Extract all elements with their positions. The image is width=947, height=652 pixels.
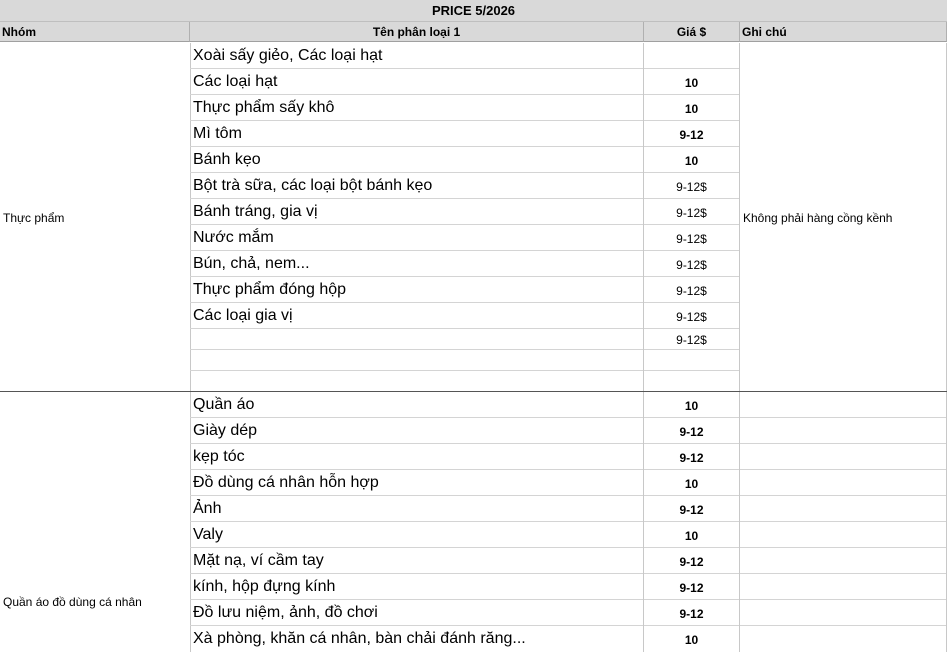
- item-price[interactable]: 10: [684, 477, 699, 491]
- item-price[interactable]: 9-12: [679, 503, 704, 517]
- item-name[interactable]: kính, hộp đựng kính: [193, 578, 336, 595]
- item-name[interactable]: Giày dép: [193, 422, 258, 439]
- item-price[interactable]: [644, 350, 739, 371]
- item-price[interactable]: 9-12: [679, 555, 704, 569]
- item-name[interactable]: kẹp tóc: [193, 448, 245, 465]
- sheet-title[interactable]: PRICE 5/2026: [0, 0, 947, 22]
- item-price[interactable]: [644, 43, 739, 69]
- row-line: [740, 417, 946, 418]
- item-name[interactable]: Đồ dùng cá nhân hỗn hợp: [193, 474, 379, 491]
- group-note[interactable]: Không phải hàng cồng kềnh: [743, 211, 893, 225]
- row-line: [740, 547, 946, 548]
- header-note[interactable]: Ghi chú: [740, 22, 947, 42]
- item-name[interactable]: Bánh tráng, gia vị: [193, 203, 318, 220]
- item-price[interactable]: 9-12: [679, 425, 704, 439]
- header-group[interactable]: Nhóm: [0, 22, 190, 42]
- item-name[interactable]: Quần áo: [193, 396, 255, 413]
- item-name[interactable]: Xà phòng, khăn cá nhân, bàn chải đánh răng...: [193, 630, 526, 647]
- grid-line: [739, 43, 740, 652]
- item-name[interactable]: Valy: [193, 526, 223, 543]
- item-price[interactable]: 9-12$: [676, 232, 707, 246]
- group-name[interactable]: Quần áo đồ dùng cá nhân: [3, 595, 142, 609]
- item-price[interactable]: 9-12$: [676, 206, 707, 220]
- item-price[interactable]: 9-12$: [676, 180, 707, 194]
- item-price[interactable]: 9-12: [679, 581, 704, 595]
- item-name[interactable]: Các loại hạt: [193, 73, 278, 90]
- item-price[interactable]: [644, 371, 739, 392]
- item-price[interactable]: 10: [684, 154, 699, 168]
- item-name[interactable]: Bột trà sữa, các loại bột bánh kẹo: [193, 177, 433, 194]
- item-price[interactable]: 10: [684, 399, 699, 413]
- item-name[interactable]: [190, 350, 643, 371]
- item-name[interactable]: Thực phẩm đóng hộp: [193, 281, 347, 298]
- item-price[interactable]: 9-12$: [676, 333, 707, 347]
- item-name[interactable]: Mặt nạ, ví cầm tay: [193, 552, 324, 569]
- item-name[interactable]: Đồ lưu niệm, ảnh, đồ chơi: [193, 604, 378, 621]
- header-name[interactable]: Tên phân loại 1: [190, 22, 644, 42]
- row-line: [740, 573, 946, 574]
- item-price[interactable]: 9-12$: [676, 258, 707, 272]
- item-price[interactable]: 9-12$: [676, 310, 707, 324]
- item-name[interactable]: Nước mắm: [193, 229, 274, 246]
- item-name[interactable]: Bún, chả, nem...: [193, 255, 310, 272]
- row-line: [740, 521, 946, 522]
- item-price[interactable]: 10: [684, 529, 699, 543]
- item-price[interactable]: 10: [684, 102, 699, 116]
- item-price[interactable]: 10: [684, 633, 699, 647]
- item-name[interactable]: Xoài sấy giẻo, Các loại hạt: [193, 47, 383, 64]
- item-price[interactable]: 9-12$: [676, 284, 707, 298]
- item-name[interactable]: [190, 371, 643, 392]
- row-line: [740, 599, 946, 600]
- row-line: [740, 625, 946, 626]
- item-name[interactable]: Các loại gia vị: [193, 307, 293, 324]
- row-line: [740, 495, 946, 496]
- item-name[interactable]: Thực phẩm sấy khô: [193, 99, 335, 116]
- item-price[interactable]: 9-12: [679, 451, 704, 465]
- header-price[interactable]: Giá $: [644, 22, 740, 42]
- item-price[interactable]: 9-12: [679, 607, 704, 621]
- item-price[interactable]: 9-12: [679, 128, 704, 142]
- group-divider: [0, 391, 947, 392]
- row-line: [740, 469, 946, 470]
- row-line: [740, 443, 946, 444]
- group-name[interactable]: Thực phẩm: [3, 211, 65, 225]
- item-name[interactable]: Ảnh: [193, 500, 222, 517]
- item-name[interactable]: Bánh kẹo: [193, 151, 261, 168]
- item-name[interactable]: [190, 329, 643, 350]
- item-price[interactable]: 10: [684, 76, 699, 90]
- item-name[interactable]: Mì tôm: [193, 125, 242, 142]
